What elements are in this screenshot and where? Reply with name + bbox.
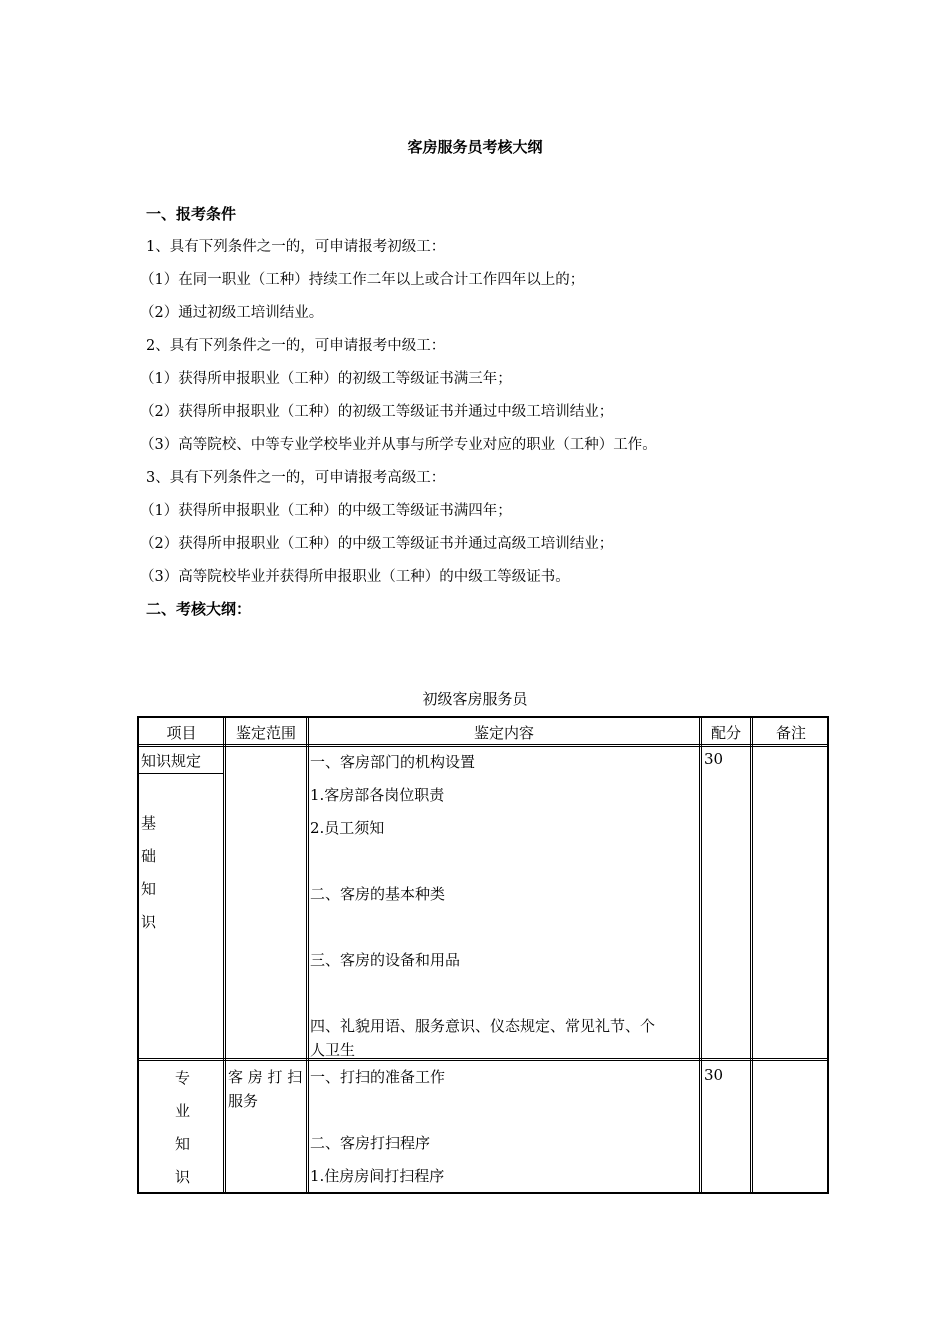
knowledge-label: 知识规定	[141, 752, 202, 770]
score-value: 30	[704, 1066, 724, 1084]
section-heading-requirements: 一、报考条件	[146, 205, 237, 223]
project-char: 识	[141, 913, 157, 931]
requirement-line: （3）高等院校、中等专业学校毕业并从事与所学专业对应的职业（工种）工作。	[140, 437, 657, 453]
content-item: 三、客房的设备和用品	[310, 951, 461, 969]
project-char: 基	[141, 814, 157, 832]
project-char: 知	[141, 880, 157, 898]
requirement-line: （3）高等院校毕业并获得所申报职业（工种）的中级工等级证书。	[140, 569, 570, 585]
section-heading-outline: 二、考核大纲：	[146, 600, 252, 618]
content-item: 二、客房的基本种类	[310, 885, 446, 903]
column-divider	[306, 718, 309, 1192]
scope-text: 服务	[228, 1092, 259, 1110]
project-char: 础	[141, 847, 157, 865]
scope-text: 客 房 打 扫	[228, 1068, 303, 1086]
header-content: 鉴定内容	[473, 724, 534, 742]
requirement-line: （2）通过初级工培训结业。	[140, 305, 324, 321]
project-char: 专	[175, 1069, 191, 1087]
requirement-line: （1）在同一职业（工种）持续工作二年以上或合计工作四年以上的；	[140, 272, 585, 288]
project-char: 识	[175, 1168, 191, 1186]
project-char: 业	[175, 1102, 191, 1120]
header-note: 备注	[775, 724, 806, 742]
outline-table	[137, 716, 829, 1194]
column-divider	[223, 718, 226, 1192]
requirement-line: （1）获得所申报职业（工种）的初级工等级证书满三年；	[140, 371, 512, 387]
content-item: 1.客房部各岗位职责	[310, 786, 445, 804]
column-divider	[699, 718, 702, 1192]
requirement-line: 1、具有下列条件之一的，可申请报考初级工：	[146, 239, 446, 255]
project-char: 知	[175, 1135, 191, 1153]
content-item: 二、客房打扫程序	[310, 1134, 431, 1152]
content-item: 2.员工须知	[310, 819, 385, 837]
label-underline	[139, 773, 224, 774]
content-item: 一、客房部门的机构设置	[310, 753, 476, 771]
row-divider	[139, 1058, 827, 1061]
header-project: 项目	[166, 724, 197, 742]
table-caption: 初级客房服务员	[422, 690, 528, 708]
requirement-line: 2、具有下列条件之一的，可申请报考中级工：	[146, 338, 446, 354]
content-item: 四、礼貌用语、服务意识、仪态规定、常见礼节、个	[310, 1017, 656, 1035]
requirement-line: （2）获得所申报职业（工种）的中级工等级证书并通过高级工培训结业；	[140, 536, 614, 552]
requirement-line: （1）获得所申报职业（工种）的中级工等级证书满四年；	[140, 503, 512, 519]
header-scope: 鉴定范围	[235, 724, 296, 742]
requirement-line: （2）获得所申报职业（工种）的初级工等级证书并通过中级工培训结业；	[140, 404, 614, 420]
requirement-line: 3、具有下列条件之一的，可申请报考高级工：	[146, 470, 446, 486]
content-item: 一、打扫的准备工作	[310, 1068, 446, 1086]
content-item: 人卫生	[310, 1041, 356, 1059]
page-title: 客房服务员考核大纲	[407, 138, 543, 156]
header-score: 配分	[710, 724, 741, 742]
score-value: 30	[704, 750, 724, 768]
content-item: 1.住房房间打扫程序	[310, 1167, 445, 1185]
column-divider	[750, 718, 753, 1192]
